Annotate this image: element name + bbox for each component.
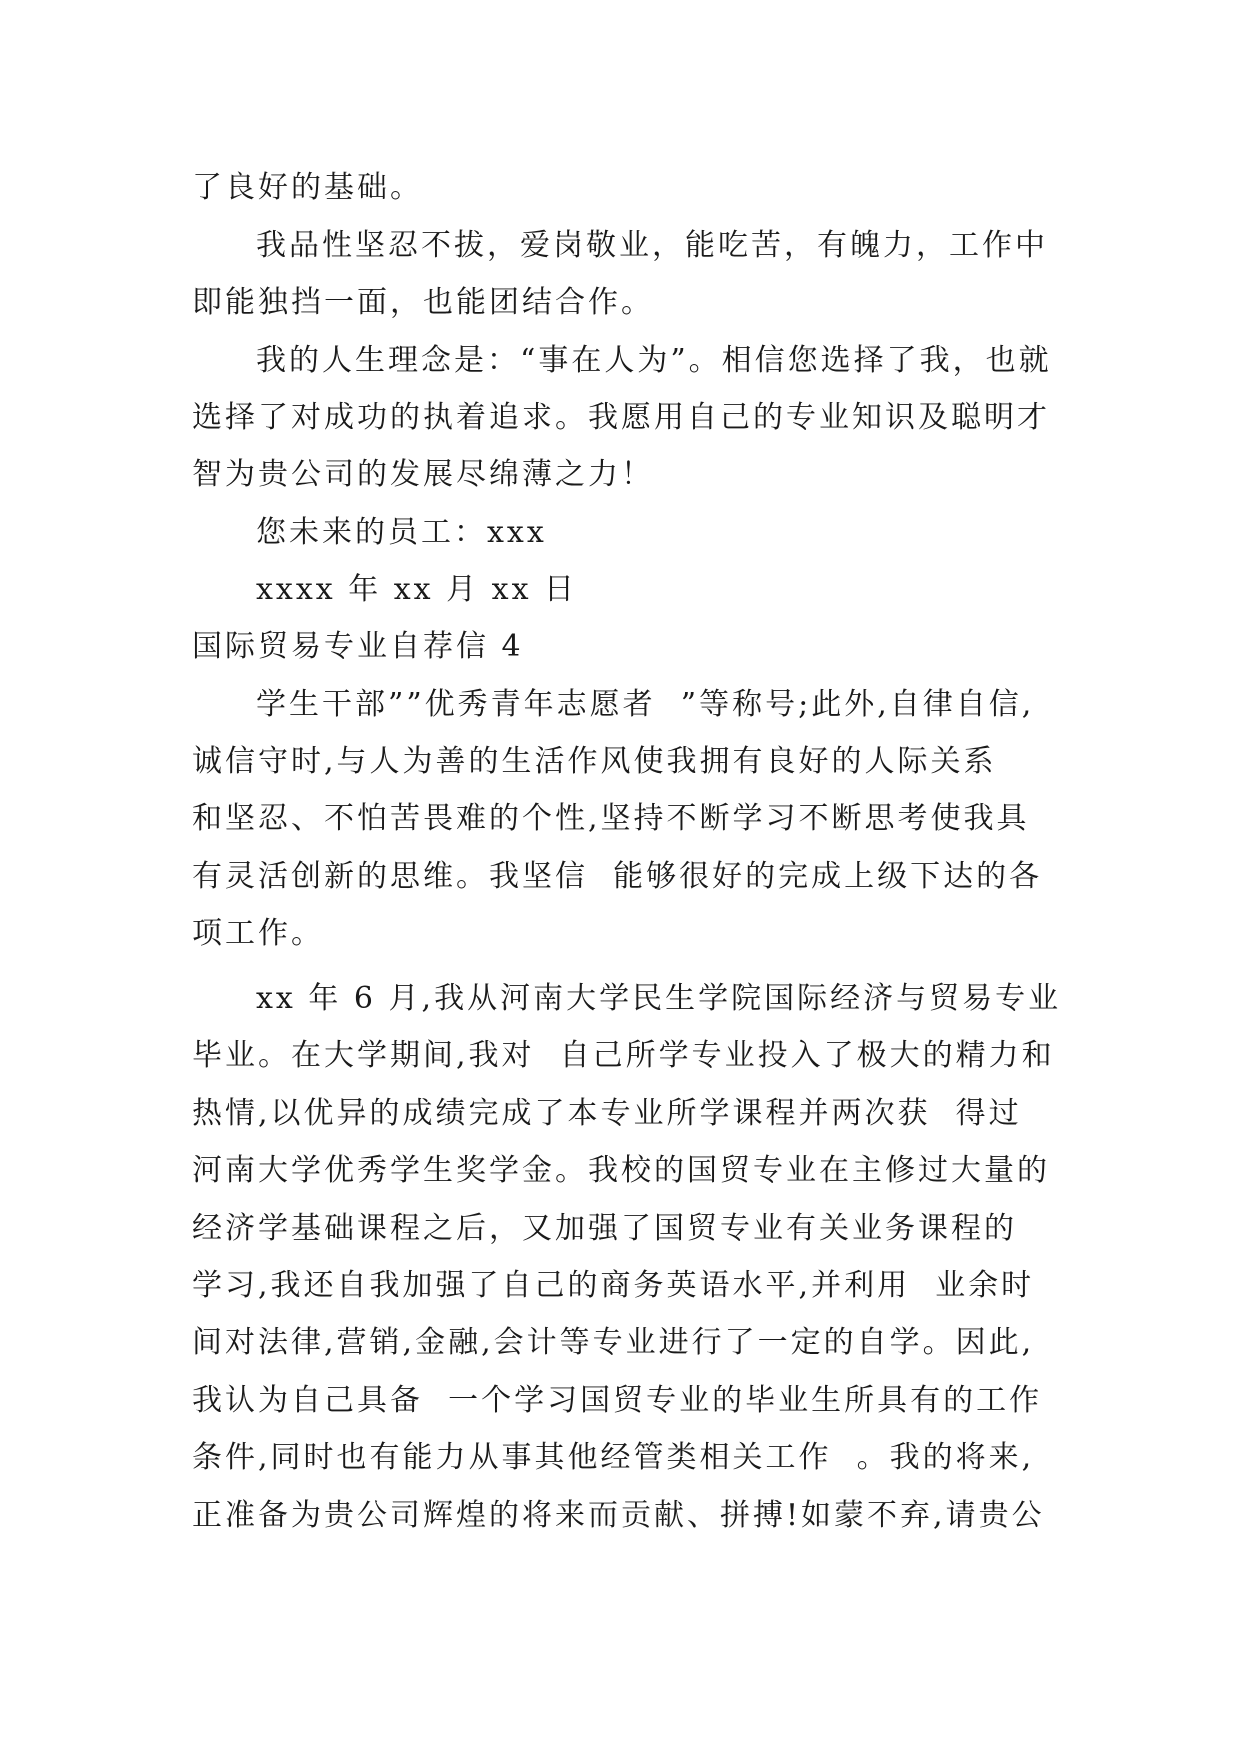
text-line: 了良好的基础。 — [192, 170, 423, 205]
text-line: 和坚忍、不怕苦畏难的个性,坚持不断学习不断思考使我具 — [192, 801, 1030, 836]
text-line: 间对法律,营销,金融,会计等专业进行了一定的自学。因此, — [192, 1325, 1035, 1360]
text-line: 智为贵公司的发展尽绵薄之力！ — [192, 457, 654, 492]
text-line: xx 年 6 月,我从河南大学民生学院国际经济与贸易专业 — [256, 981, 1062, 1016]
date-line: xxxx 年 xx 月 xx 日 — [256, 572, 578, 607]
text-line: 毕业。在大学期间,我对 自己所学专业投入了极大的精力和 — [192, 1038, 1055, 1073]
text-line: 我的人生理念是：“事在人为”。相信您选择了我，也就 — [256, 343, 1052, 378]
signature-line: 您未来的员工：xxx — [256, 515, 547, 550]
text-line: 诚信守时,与人为善的生活作风使我拥有良好的人际关系 — [192, 744, 997, 779]
text-line: 正准备为贵公司辉煌的将来而贡献、拼搏!如蒙不弃,请贵公 — [192, 1498, 1045, 1533]
section-heading: 国际贸易专业自荐信 4 — [192, 629, 524, 664]
text-line: 我认为自己具备 一个学习国贸专业的毕业生所具有的工作 — [192, 1383, 1043, 1418]
text-line: 条件,同时也有能力从事其他经管类相关工作 。我的将来, — [192, 1440, 1035, 1475]
text-line: 我品性坚忍不拔，爱岗敬业，能吃苦，有魄力，工作中 — [256, 228, 1048, 263]
text-line: 经济学基础课程之后，又加强了国贸专业有关业务课程的 — [192, 1211, 1017, 1246]
text-line: 热情,以优异的成绩完成了本专业所学课程并两次获 得过 — [192, 1096, 1022, 1131]
text-line: 选择了对成功的执着追求。我愿用自己的专业知识及聪明才 — [192, 400, 1050, 435]
text-line: 即能独挡一面，也能团结合作。 — [192, 285, 654, 320]
text-line: 学习,我还自我加强了自己的商务英语水平,并利用 业余时 — [192, 1268, 1035, 1303]
text-line: 学生干部””优秀青年志愿者 ”等称号;此外,自律自信, — [256, 687, 1035, 722]
text-line: 项工作。 — [192, 916, 324, 951]
text-line: 河南大学优秀学生奖学金。我校的国贸专业在主修过大量的 — [192, 1153, 1050, 1188]
text-line: 有灵活创新的思维。我坚信 能够很好的完成上级下达的各 — [192, 859, 1043, 894]
